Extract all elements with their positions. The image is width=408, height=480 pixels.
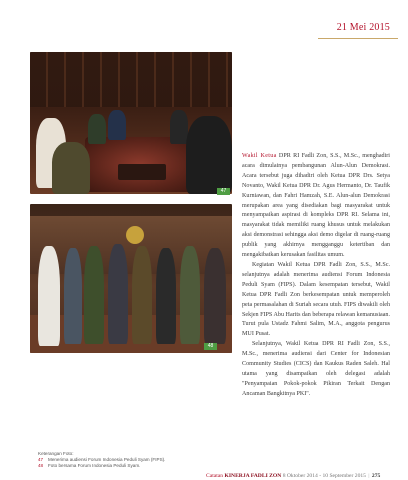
caption-text: Menerima audiensi Forum Indonesia Peduli Syam (FIPS). xyxy=(48,457,166,462)
captions-heading: Keterangan Foto: xyxy=(38,451,74,456)
photo-group xyxy=(30,204,232,353)
person-figure xyxy=(108,244,128,344)
caption-text: Foto bersama Forum Indonesia Peduli Syam. xyxy=(48,463,141,468)
page-date: 21 Mei 2015 xyxy=(336,22,390,33)
article-paragraph: Kegiatan Wakil Ketua DPR Fadli Zon, S.S., M.Sc. selanjutnya adalah menerima audiensi Forum Indonesia Peduli Syam (FIPS). Dalam kesempatan tersebut, Wakil Ketua DPR Fadli Zon berkesempatan untuk memperoleh peta permasalahan di Suriah secara utuh. FIPS diwakili oleh Sekjen FIPS Abu Harits dan beberapa relawan kemanusiaan. Turut pula Ustadz Fahmi Salim, M.A., anggota pengurus MUI Pusat. xyxy=(242,261,390,338)
lead-highlight: Wakil Ketua xyxy=(242,153,277,159)
wall-backdrop xyxy=(30,216,232,274)
footer-separator: | xyxy=(368,473,370,479)
article-paragraph: Selanjutnya, Wakil Ketua DPR RI Fadli Zon, S.S., M.Sc., menerima audiensi dari Center for Indonesian Community Studies (CICS) dan Kaukus Raden Saleh. Hal utama yang disampaikan oleh delegasi adalah "Penyampaian Pokok-pokok Pikiran Terkait Dengan Ancaman Bangkitnya PKI". xyxy=(242,341,390,397)
paragraph-text: DPR RI Fadli Zon, S.S., M.Sc., menghadiri acara dimulainya pembangunan Alun-Alun Demokrasi. Acara tersebut juga dihadiri oleh Ketua DPR Drs. Setya Novanto, Wakil Ketua DPR Dr. Agus Hermanto, Dr. Taufik Kurniawan, dan Fahri Hamzah, S.E. Alun-alun Demokrasi merupakan area yang disediakan bagi masyarakat untuk menyampaikan aspirasi di kompleks DPR RI. Selama ini, masyarakat tidak memiliki ruang khusus untuk melakukan aksi demonstrasi sehingga aksi demo digelar di ruang-ruang publik yang akhirnya mengganggu ketertiban dan mengakibatkan kerusakan fasilitas umum. xyxy=(242,153,390,259)
footer-period: 8 Oktober 2014 - 10 September 2015 xyxy=(282,473,366,479)
person-figure xyxy=(156,248,176,344)
page-footer xyxy=(206,473,402,479)
person-figure xyxy=(38,246,60,346)
person-figure xyxy=(204,248,226,344)
coffee-table xyxy=(118,164,166,180)
person-figure xyxy=(180,246,200,344)
footer-prefix: Catatan xyxy=(206,473,224,479)
article-paragraph xyxy=(242,152,390,261)
photo-number-badge: 48 xyxy=(204,343,217,350)
footer-brand: KINERJA FADLI ZON xyxy=(224,473,282,479)
person-figure xyxy=(108,110,126,140)
photo-meeting xyxy=(30,52,232,194)
header-rule xyxy=(318,38,398,39)
caption-number: 47 xyxy=(38,457,44,462)
bookshelf-backdrop xyxy=(30,52,232,107)
photo-number-badge: 47 xyxy=(217,188,230,195)
person-figure xyxy=(88,114,106,144)
emblem-icon xyxy=(126,226,144,244)
article-body xyxy=(242,152,390,400)
person-figure xyxy=(170,110,188,144)
caption-item xyxy=(38,463,238,469)
person-figure xyxy=(84,246,104,344)
person-figure xyxy=(132,246,152,344)
person-figure xyxy=(64,248,82,344)
photo-captions xyxy=(38,451,238,469)
caption-number: 48 xyxy=(38,463,44,468)
person-figure xyxy=(52,142,90,194)
page-number: 275 xyxy=(371,473,381,479)
person-figure xyxy=(186,116,232,194)
floor xyxy=(30,315,232,353)
